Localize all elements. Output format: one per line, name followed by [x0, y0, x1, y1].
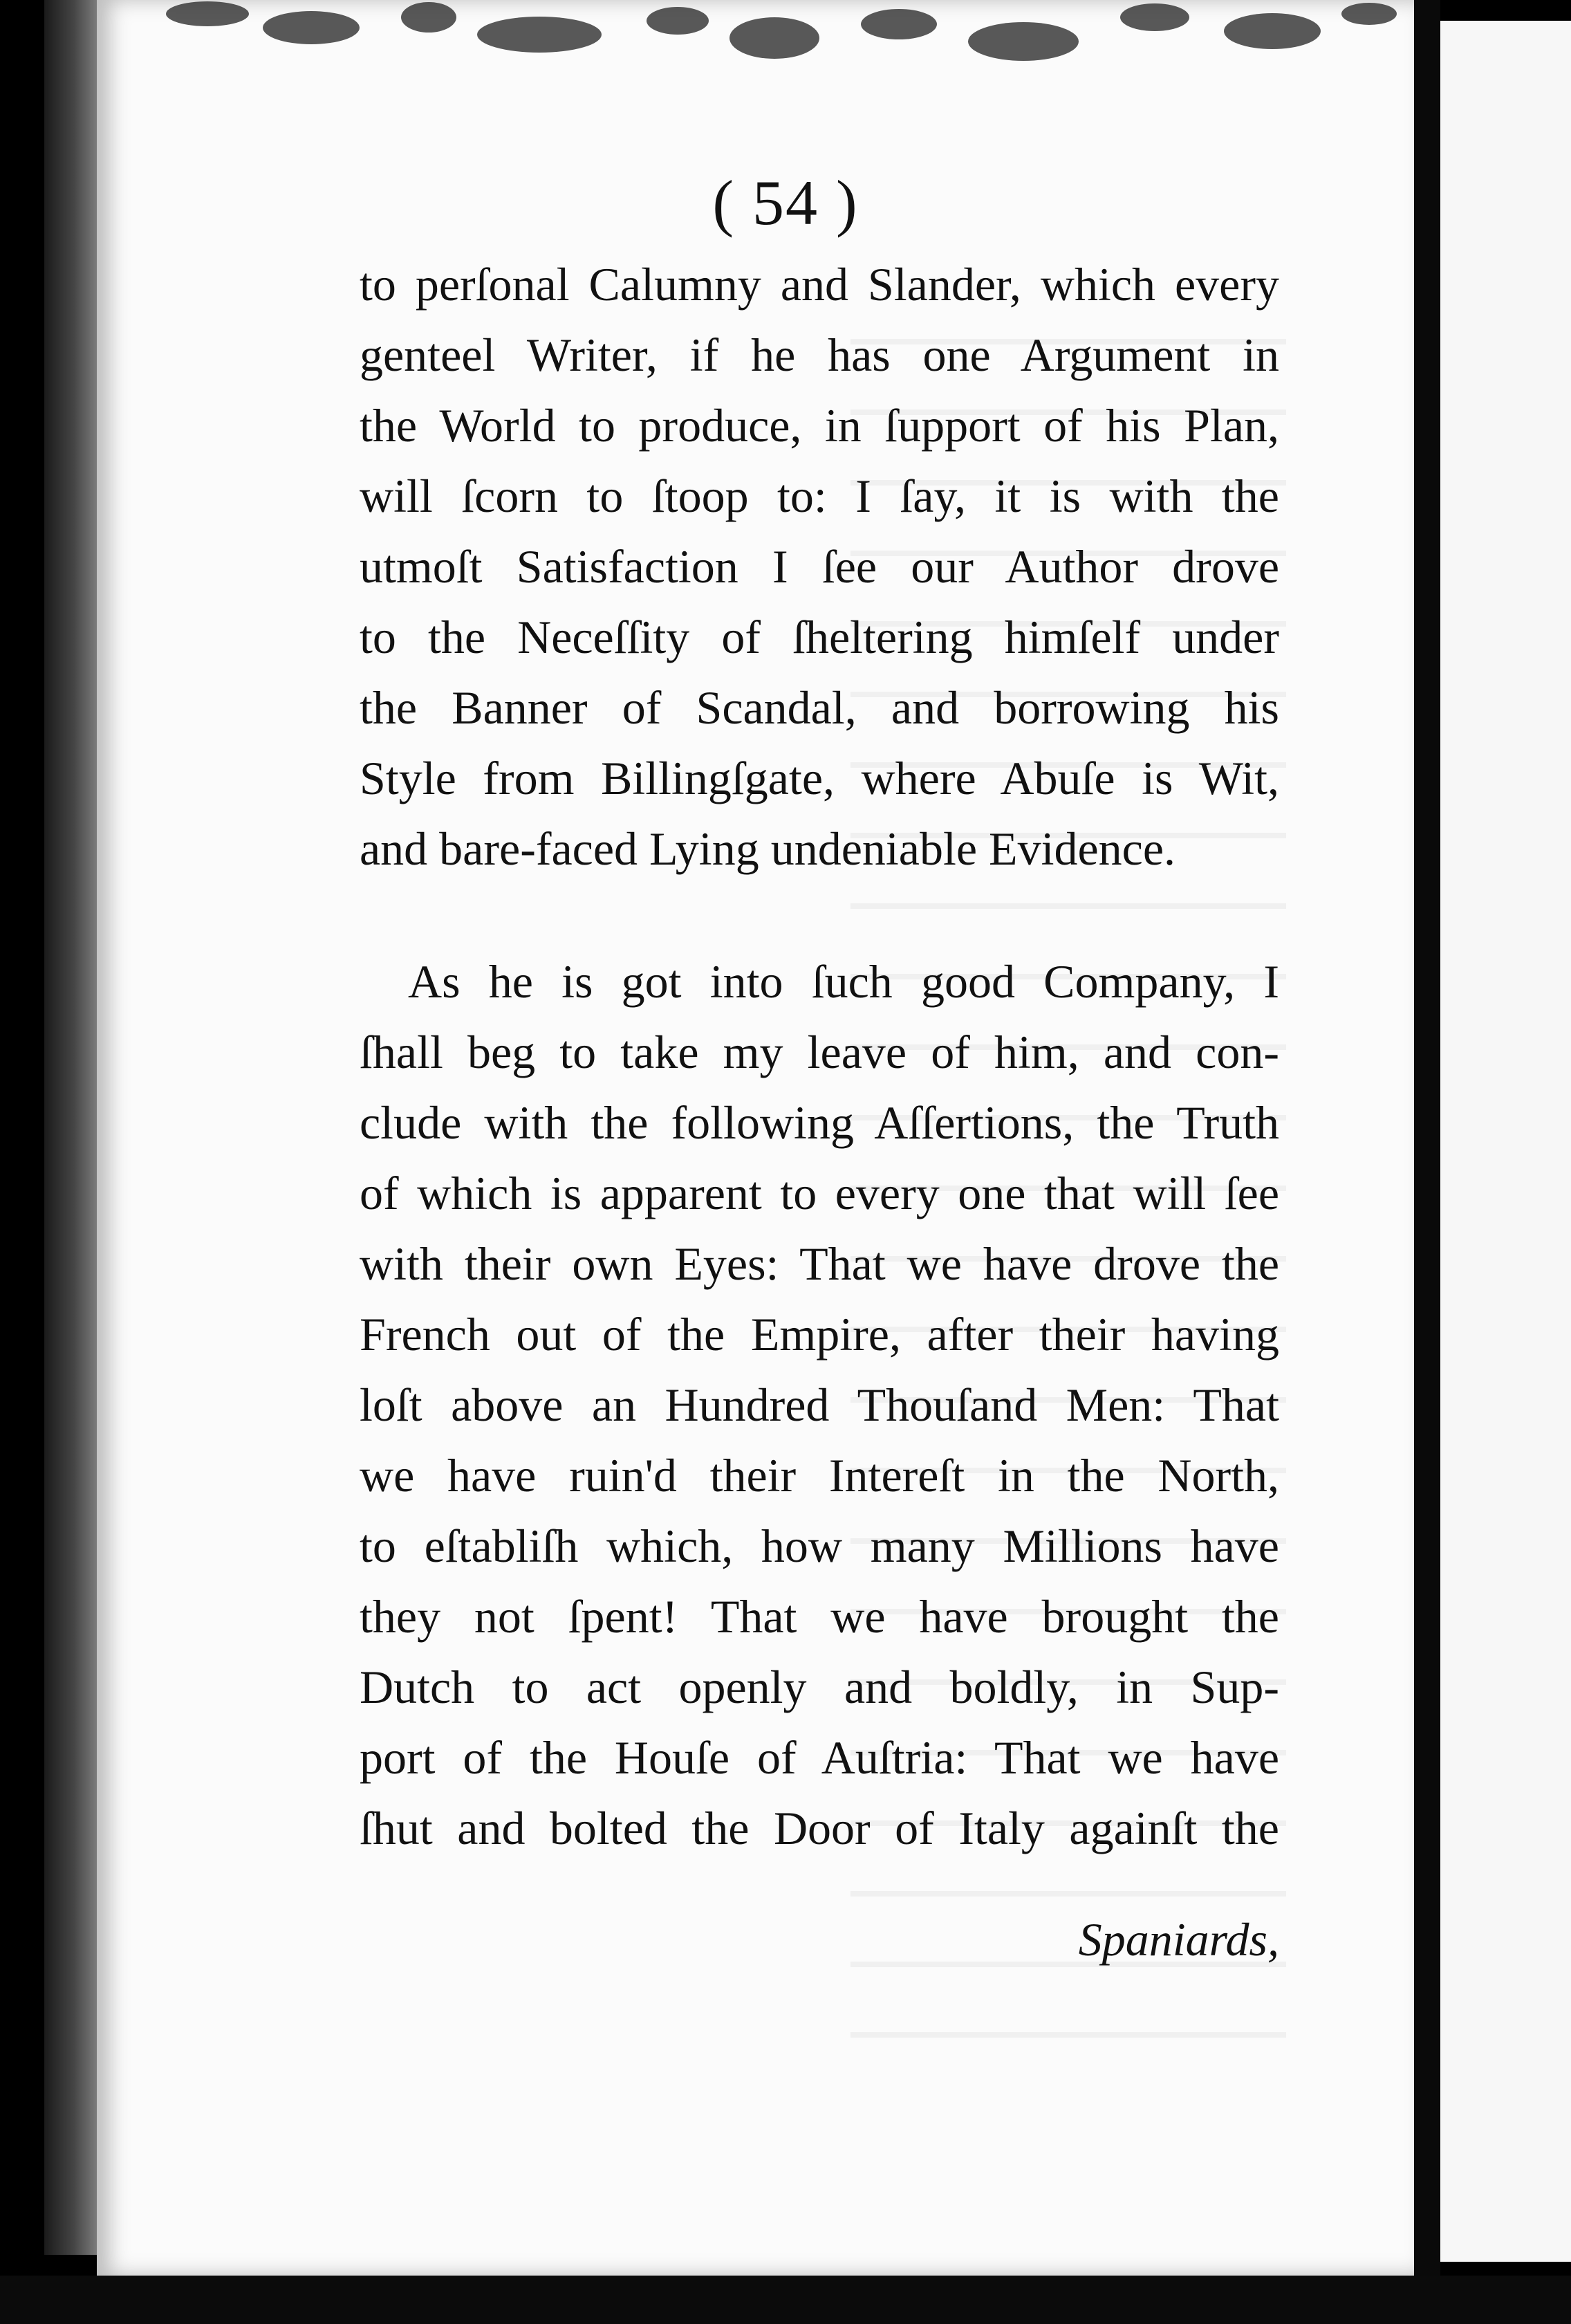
- top-edge-stain: [152, 0, 1411, 124]
- page-gutter-edge: [1414, 0, 1440, 2324]
- text-line: to perſonal Calumny and Slander, which every: [360, 258, 1279, 311]
- text-line: French out of the Empire, after their having: [360, 1308, 1279, 1361]
- paragraph-2: [360, 946, 1279, 1863]
- text-line: the Banner of Scandal, and borrowing his: [360, 681, 1279, 734]
- text-line: clude with the following Aſſertions, the Truth: [360, 1096, 1279, 1149]
- text-line: we have ruin'd their Intereſt in the North,: [360, 1449, 1279, 1502]
- text-line: will ſcorn to ſtoop to: I ſay, it is with the: [360, 470, 1279, 522]
- text-line: Dutch to act openly and boldly, in Sup-: [360, 1661, 1279, 1713]
- text-line: with their own Eyes: That we have drove the: [360, 1237, 1279, 1290]
- text-line: utmoſt Satisfaction I ſee our Author drove: [360, 540, 1279, 593]
- text-line: of which is apparent to every one that will ſee: [360, 1167, 1279, 1219]
- text-line: ſhall beg to take my leave of him, and con-: [360, 1026, 1279, 1078]
- text-line: loſt above an Hundred Thouſand Men: That: [360, 1378, 1279, 1431]
- text-line: and bare-faced Lying undeniable Evidence.: [360, 822, 1176, 875]
- page-number: ( 54 ): [712, 167, 859, 238]
- text-line: ſhut and bolted the Door of Italy againſt the: [360, 1802, 1279, 1854]
- paragraph-1: [360, 249, 1279, 884]
- body-text: [360, 249, 1279, 1863]
- text-line: the World to produce, in ſupport of his Plan,: [360, 399, 1279, 452]
- bottom-scan-border: [0, 2276, 1571, 2324]
- text-line: port of the Houſe of Auſtria: That we have: [360, 1731, 1279, 1784]
- text-line: they not ſpent! That we have brought the: [360, 1590, 1279, 1643]
- text-line: to the Neceſſity of ſheltering himſelf under: [360, 611, 1279, 663]
- text-line: Style from Billingſgate, where Abuſe is Wit,: [360, 752, 1279, 804]
- text-line: to eſtabliſh which, how many Millions have: [360, 1520, 1279, 1572]
- text-line: genteel Writer, if he has one Argument in: [360, 329, 1279, 381]
- adjacent-page-strip: [1440, 21, 1571, 2262]
- text-line: As he is got into ſuch good Company, I: [408, 955, 1279, 1008]
- catchword: Spaniards,: [1078, 1913, 1279, 1966]
